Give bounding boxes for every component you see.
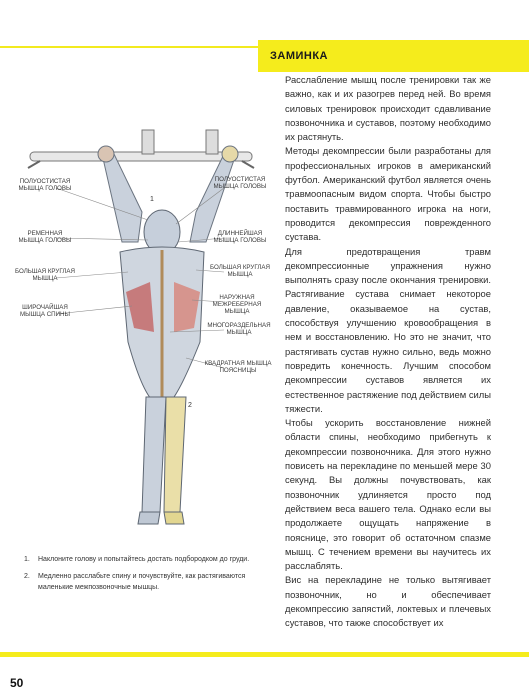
footer-rule (0, 652, 529, 657)
anatomy-figure (10, 92, 272, 532)
section-header (258, 40, 529, 72)
caption-number: 2. (24, 573, 30, 580)
caption-2 (24, 571, 259, 593)
paragraph: Методы декомпрессии были разработаны для профессиональных игроков в американский футбол. Американский футбол является очень травмоопасным видом спорта. Чтобы быстро поставить травмированного игрока на ноги, проводится декомпрессия поврежденного сустава. (285, 145, 491, 243)
paragraph: Расслабление мышц после тренировки так же важно, как и их разогрев перед ней. Во время силовых тренировок происходит сдавливание позвоночника и суставов, поэтому необходимо их растянуть. (285, 74, 491, 143)
caption-number: 1. (24, 556, 30, 563)
caption-text: Медленно расслабьте спину и почувствуйте, как растягиваются маленькие межпозвоночные мышцы. (38, 573, 246, 591)
body-text (285, 73, 491, 631)
legs (138, 397, 186, 524)
caption-1 (24, 554, 259, 565)
callout-quadratus-lumborum: КВАДРАТНАЯ МЫШЦА ПОЯСНИЦЫ (204, 360, 272, 375)
callout-latissimus-dorsi: ШИРОЧАЙШАЯ МЫШЦА СПИНЫ (19, 304, 71, 319)
callout-multifidus: МНОГОРАЗДЕЛЬНАЯ МЫШЦА (207, 322, 271, 337)
paragraph: Чтобы ускорить восстановление нижней области спины, необходимо прибегнуть к декомпрессии позвоночника. Для этого нужно повисеть на перекладине по меньшей мере 30 секунд. Вы должны почувствовать, как позвоночник удлиняется просто под действием веса вашего тела. Однако если вы продолжаете ощущать напряжение в пояснице, это говорит об остаточном спазме мышц. С течением времени вы научитесь их расслаблять. (285, 417, 491, 572)
callout-semispinalis-capitis-right: ПОЛУОСТИСТАЯ МЫШЦА ГОЛОВЫ (213, 176, 267, 191)
paragraph: Для предотвращения травм декомпрессионные упражнения нужно выполнять сразу после окончания тренировки. Растягивание сустава снимает некоторое давление, оказываемое на сустав, способствуя улучшению кровообращения в нем и восстановлению. Но это не значит, что растягивать сустав нужно сильно, ведь можно повредить конечность. Лучшим способом декомпрессии суставов является их естественное растяжение под действием силы тяжести. (285, 245, 491, 414)
figure-number-2: 2 (188, 402, 192, 409)
figure-number-1: 1 (150, 196, 154, 203)
torso (120, 247, 204, 402)
callout-teres-major-right: БОЛЬШАЯ КРУГЛАЯ МЫШЦА (209, 264, 271, 279)
callout-semispinalis-capitis-left: ПОЛУОСТИСТАЯ МЫШЦА ГОЛОВЫ (18, 178, 72, 193)
callout-teres-major-left: БОЛЬШАЯ КРУГЛАЯ МЫШЦА (14, 268, 76, 283)
callout-external-intercostal: НАРУЖНАЯ МЕЖРЕБЕРНАЯ МЫШЦА (212, 294, 262, 316)
section-title: ЗАМИНКА (270, 50, 329, 62)
figure-captions (24, 554, 259, 599)
paragraph: Вис на перекладине не только вытягивает позвоночник, но и обеспечивает декомпрессию запястий, локтевых и плечевых суставов, что также способствует их (285, 574, 491, 629)
caption-text: Наклоните голову и попытайтесь достать подбородком до груди. (38, 556, 250, 563)
page-number: 50 (10, 676, 24, 690)
callout-longissimus-capitis: ДЛИННЕЙШАЯ МЫШЦА ГОЛОВЫ (213, 230, 267, 245)
callout-splenius-capitis: РЕМЕННАЯ МЫШЦА ГОЛОВЫ (18, 230, 72, 245)
